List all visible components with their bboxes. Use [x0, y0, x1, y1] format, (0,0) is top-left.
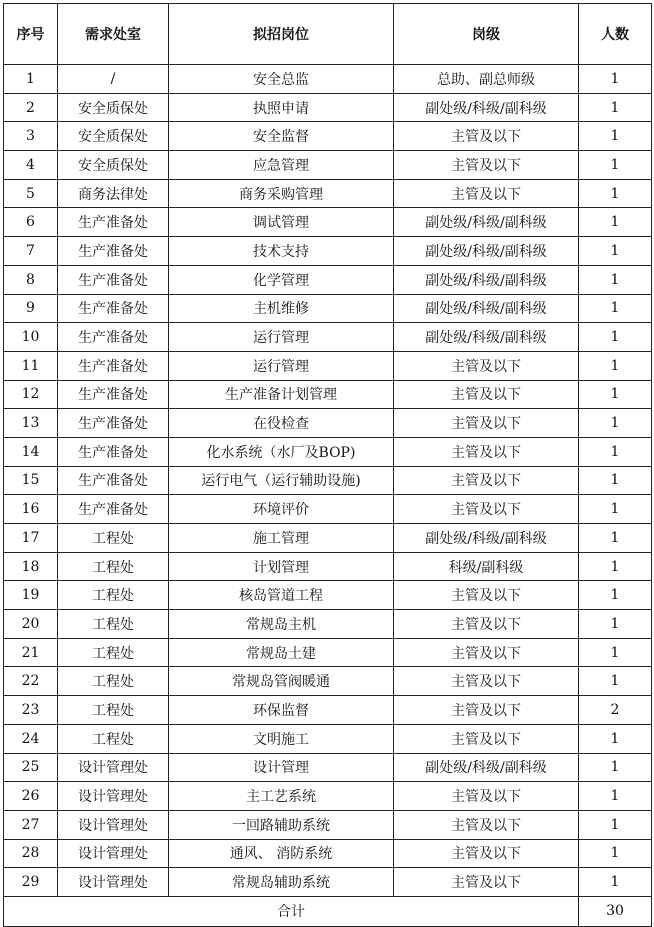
- cell-no: 10: [4, 323, 58, 352]
- table-row: [4, 437, 652, 466]
- cell-no: 12: [4, 380, 58, 409]
- header-count: 人数: [579, 4, 652, 65]
- cell-no: 20: [4, 610, 58, 639]
- cell-count: 1: [579, 409, 652, 438]
- cell-no: 7: [4, 237, 58, 266]
- table-row: [4, 724, 652, 753]
- cell-position: 常规岛辅助系统: [169, 868, 394, 897]
- header-no: 序号: [4, 4, 58, 65]
- table-row: [4, 839, 652, 868]
- cell-position: 计划管理: [169, 552, 394, 581]
- cell-count: 1: [579, 151, 652, 180]
- cell-position: 主机维修: [169, 294, 394, 323]
- cell-no: 18: [4, 552, 58, 581]
- header-dept: 需求处室: [58, 4, 169, 65]
- cell-dept: 生产准备处: [58, 351, 169, 380]
- cell-dept: 生产准备处: [58, 208, 169, 237]
- cell-position: 安全总监: [169, 65, 394, 94]
- cell-level: 主管及以下: [394, 724, 579, 753]
- cell-level: 主管及以下: [394, 122, 579, 151]
- cell-no: 23: [4, 696, 58, 725]
- cell-level: 主管及以下: [394, 810, 579, 839]
- table-row: [4, 782, 652, 811]
- table-row: [4, 610, 652, 639]
- cell-no: 21: [4, 638, 58, 667]
- cell-position: 一回路辅助系统: [169, 810, 394, 839]
- cell-position: 商务采购管理: [169, 179, 394, 208]
- cell-no: 26: [4, 782, 58, 811]
- cell-dept: 设计管理处: [58, 810, 169, 839]
- table-row: [4, 552, 652, 581]
- cell-count: 1: [579, 323, 652, 352]
- cell-dept: 设计管理处: [58, 868, 169, 897]
- cell-count: 1: [579, 753, 652, 782]
- cell-position: 运行管理: [169, 323, 394, 352]
- cell-dept: 设计管理处: [58, 839, 169, 868]
- cell-count: 1: [579, 552, 652, 581]
- cell-count: 1: [579, 610, 652, 639]
- cell-no: 5: [4, 179, 58, 208]
- header-position: 拟招岗位: [169, 4, 394, 65]
- cell-dept: 工程处: [58, 524, 169, 553]
- total-row: [4, 896, 652, 926]
- cell-count: 1: [579, 868, 652, 897]
- table-row: [4, 868, 652, 897]
- cell-count: 1: [579, 265, 652, 294]
- cell-dept: 生产准备处: [58, 409, 169, 438]
- cell-position: 施工管理: [169, 524, 394, 553]
- cell-dept: 生产准备处: [58, 380, 169, 409]
- cell-count: 1: [579, 724, 652, 753]
- cell-position: 常规岛管阀暖通: [169, 667, 394, 696]
- cell-dept: 工程处: [58, 667, 169, 696]
- cell-position: 在役检查: [169, 409, 394, 438]
- cell-dept: 工程处: [58, 638, 169, 667]
- cell-level: 科级/副科级: [394, 552, 579, 581]
- cell-position: 调试管理: [169, 208, 394, 237]
- table-row: [4, 351, 652, 380]
- table-row: [4, 696, 652, 725]
- table-row: [4, 179, 652, 208]
- table-row: [4, 265, 652, 294]
- cell-dept: 生产准备处: [58, 294, 169, 323]
- cell-count: 1: [579, 437, 652, 466]
- cell-position: 生产准备计划管理: [169, 380, 394, 409]
- table-row: [4, 208, 652, 237]
- cell-count: 1: [579, 524, 652, 553]
- table-row: [4, 294, 652, 323]
- table-row: [4, 466, 652, 495]
- table-row: [4, 409, 652, 438]
- cell-position: 通风、 消防系统: [169, 839, 394, 868]
- cell-level: 副处级/科级/副科级: [394, 323, 579, 352]
- cell-count: 1: [579, 495, 652, 524]
- cell-position: 常规岛主机: [169, 610, 394, 639]
- cell-dept: 工程处: [58, 696, 169, 725]
- cell-level: 主管及以下: [394, 782, 579, 811]
- cell-position: 主工艺系统: [169, 782, 394, 811]
- table-row: [4, 753, 652, 782]
- cell-dept: 工程处: [58, 552, 169, 581]
- cell-level: 主管及以下: [394, 581, 579, 610]
- cell-position: 文明施工: [169, 724, 394, 753]
- table-row: [4, 323, 652, 352]
- cell-level: 副处级/科级/副科级: [394, 237, 579, 266]
- table-row: [4, 237, 652, 266]
- cell-level: 主管及以下: [394, 696, 579, 725]
- table-row: [4, 810, 652, 839]
- cell-level: 主管及以下: [394, 495, 579, 524]
- cell-level: 副处级/科级/副科级: [394, 93, 579, 122]
- cell-count: 1: [579, 93, 652, 122]
- cell-dept: 生产准备处: [58, 495, 169, 524]
- cell-no: 14: [4, 437, 58, 466]
- cell-dept: 生产准备处: [58, 237, 169, 266]
- table-row: [4, 65, 652, 94]
- cell-dept: 生产准备处: [58, 323, 169, 352]
- recruitment-table: [3, 3, 652, 927]
- cell-position: 安全监督: [169, 122, 394, 151]
- cell-level: 副处级/科级/副科级: [394, 265, 579, 294]
- table-row: [4, 667, 652, 696]
- cell-dept: 工程处: [58, 581, 169, 610]
- cell-count: 1: [579, 380, 652, 409]
- cell-no: 11: [4, 351, 58, 380]
- cell-no: 9: [4, 294, 58, 323]
- cell-level: 副处级/科级/副科级: [394, 208, 579, 237]
- cell-count: 1: [579, 122, 652, 151]
- cell-count: 1: [579, 638, 652, 667]
- cell-no: 2: [4, 93, 58, 122]
- cell-position: 化学管理: [169, 265, 394, 294]
- table-row: [4, 380, 652, 409]
- table-row: [4, 495, 652, 524]
- cell-no: 25: [4, 753, 58, 782]
- cell-dept: 生产准备处: [58, 265, 169, 294]
- cell-no: 27: [4, 810, 58, 839]
- table-row: [4, 93, 652, 122]
- cell-dept: 安全质保处: [58, 122, 169, 151]
- table-row: [4, 122, 652, 151]
- table-row: [4, 524, 652, 553]
- cell-count: 1: [579, 208, 652, 237]
- cell-level: 主管及以下: [394, 179, 579, 208]
- cell-count: 1: [579, 466, 652, 495]
- cell-dept: 生产准备处: [58, 466, 169, 495]
- cell-no: 6: [4, 208, 58, 237]
- total-count: 30: [579, 896, 652, 926]
- cell-count: 1: [579, 839, 652, 868]
- cell-dept: /: [58, 65, 169, 94]
- cell-no: 13: [4, 409, 58, 438]
- cell-dept: 安全质保处: [58, 151, 169, 180]
- cell-count: 1: [579, 667, 652, 696]
- cell-no: 4: [4, 151, 58, 180]
- cell-no: 16: [4, 495, 58, 524]
- cell-no: 8: [4, 265, 58, 294]
- cell-level: 副处级/科级/副科级: [394, 753, 579, 782]
- cell-no: 3: [4, 122, 58, 151]
- cell-position: 执照申请: [169, 93, 394, 122]
- cell-no: 15: [4, 466, 58, 495]
- cell-level: 主管及以下: [394, 638, 579, 667]
- cell-count: 1: [579, 782, 652, 811]
- cell-no: 29: [4, 868, 58, 897]
- cell-level: 主管及以下: [394, 409, 579, 438]
- cell-count: 1: [579, 810, 652, 839]
- cell-position: 环境评价: [169, 495, 394, 524]
- header-row: [4, 4, 652, 65]
- cell-count: 2: [579, 696, 652, 725]
- table-body: [4, 65, 652, 897]
- cell-count: 1: [579, 294, 652, 323]
- cell-no: 22: [4, 667, 58, 696]
- table-row: [4, 638, 652, 667]
- cell-level: 主管及以下: [394, 868, 579, 897]
- cell-level: 主管及以下: [394, 610, 579, 639]
- table-row: [4, 151, 652, 180]
- cell-count: 1: [579, 237, 652, 266]
- cell-dept: 设计管理处: [58, 782, 169, 811]
- cell-position: 应急管理: [169, 151, 394, 180]
- cell-level: 副处级/科级/副科级: [394, 294, 579, 323]
- cell-count: 1: [579, 581, 652, 610]
- cell-position: 运行电气（运行辅助设施): [169, 466, 394, 495]
- cell-level: 总助、副总师级: [394, 65, 579, 94]
- cell-level: 主管及以下: [394, 839, 579, 868]
- cell-position: 化水系统（水厂及BOP): [169, 437, 394, 466]
- cell-level: 主管及以下: [394, 667, 579, 696]
- cell-dept: 设计管理处: [58, 753, 169, 782]
- cell-level: 主管及以下: [394, 151, 579, 180]
- cell-position: 技术支持: [169, 237, 394, 266]
- table-row: [4, 581, 652, 610]
- cell-position: 设计管理: [169, 753, 394, 782]
- cell-level: 主管及以下: [394, 437, 579, 466]
- cell-dept: 工程处: [58, 610, 169, 639]
- cell-dept: 工程处: [58, 724, 169, 753]
- cell-position: 核岛管道工程: [169, 581, 394, 610]
- cell-count: 1: [579, 65, 652, 94]
- cell-level: 副处级/科级/副科级: [394, 524, 579, 553]
- cell-level: 主管及以下: [394, 466, 579, 495]
- cell-level: 主管及以下: [394, 380, 579, 409]
- cell-dept: 生产准备处: [58, 437, 169, 466]
- cell-position: 运行管理: [169, 351, 394, 380]
- cell-no: 17: [4, 524, 58, 553]
- cell-no: 19: [4, 581, 58, 610]
- header-level: 岗级: [394, 4, 579, 65]
- total-label: 合计: [4, 896, 579, 926]
- cell-level: 主管及以下: [394, 351, 579, 380]
- cell-no: 24: [4, 724, 58, 753]
- cell-count: 1: [579, 351, 652, 380]
- cell-position: 常规岛土建: [169, 638, 394, 667]
- cell-dept: 安全质保处: [58, 93, 169, 122]
- cell-no: 28: [4, 839, 58, 868]
- cell-count: 1: [579, 179, 652, 208]
- cell-no: 1: [4, 65, 58, 94]
- cell-dept: 商务法律处: [58, 179, 169, 208]
- cell-position: 环保监督: [169, 696, 394, 725]
